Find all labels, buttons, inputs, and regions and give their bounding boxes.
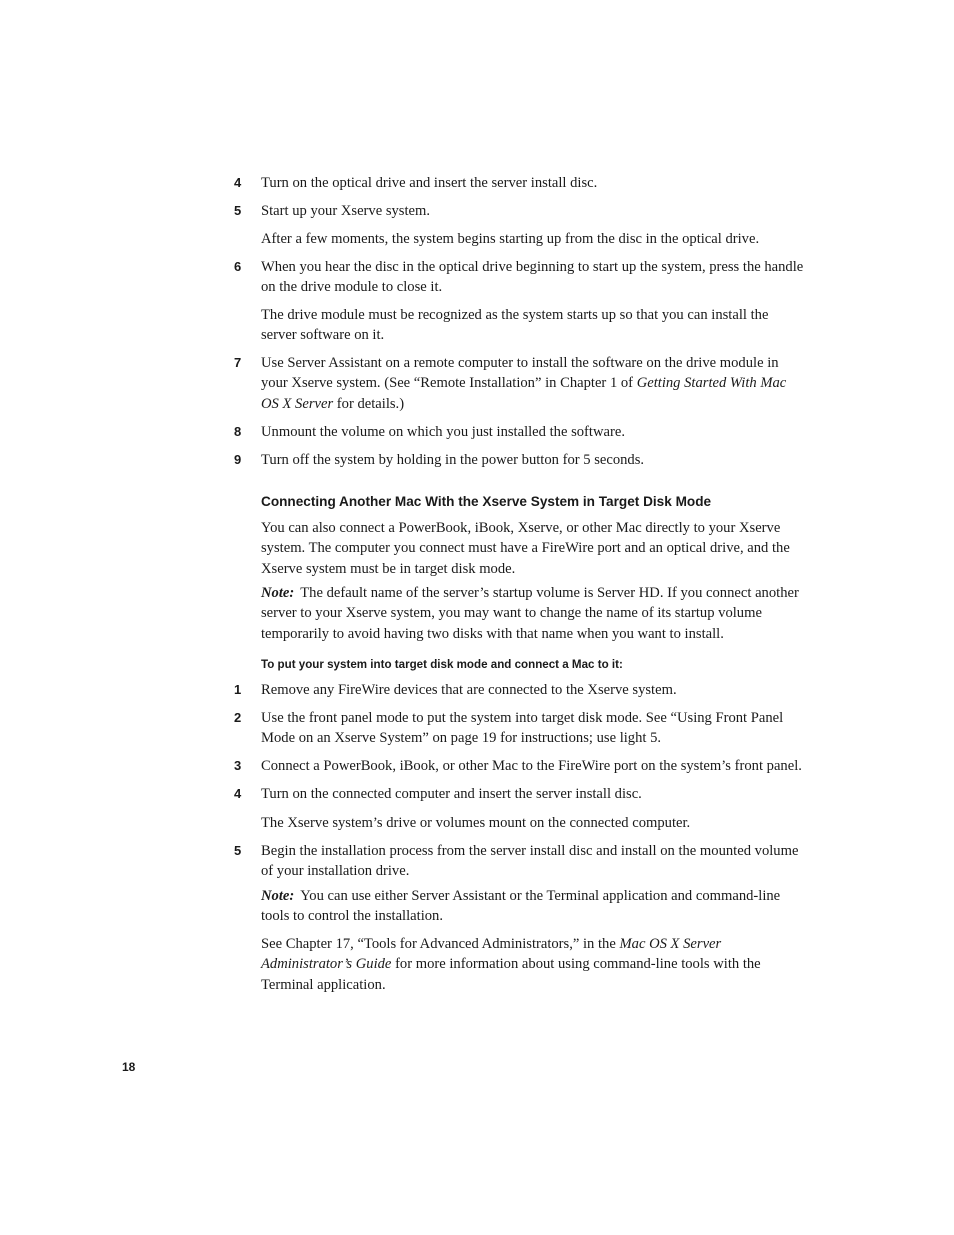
step-text: Use the front panel mode to put the system into target disk mode. See “Using Front Panel Mode on an Xserve System” on page 19 for instructions; use light 5. [261, 710, 784, 747]
paragraph-after-step-4b: The Xserve system’s drive or volumes mount on the connected computer. [261, 815, 691, 831]
note-paragraph-2 [261, 886, 806, 927]
step-number: 5 [234, 203, 242, 218]
step-text-end: for details.) [333, 395, 405, 412]
step-number: 2 [234, 710, 242, 725]
book-title: Getting Started With Mac OS X Server [261, 375, 787, 412]
page-number: 18 [122, 1060, 136, 1074]
see-also-paragraph [261, 934, 806, 995]
step-text: Connect a PowerBook, iBook, or other Mac to the FireWire port on the system’s front panel. [261, 758, 802, 774]
see-text-end: for more information about using command-line tools with the Terminal application. [261, 956, 761, 993]
note-text: The default name of the server’s startup volume is Server HD. If you connect another server to your Xserve system, you may want to change the name of its startup volume temporarily to avoid having two disks with that name when you want to install. [261, 585, 799, 642]
paragraph-after-step-6: The drive module must be recognized as the system starts up so that you can install the server software on it. [261, 307, 769, 344]
paragraph-after-step-5: After a few moments, the system begins starting up from the disc in the optical drive. [261, 231, 760, 247]
step-number: 9 [234, 452, 242, 467]
step-text: Turn on the optical drive and insert the server install disc. [261, 175, 598, 191]
step-text: Begin the installation process from the server install disc and install on the mounted volume of your installation drive. [261, 843, 799, 880]
section-intro: You can also connect a PowerBook, iBook, Xserve, or other Mac directly to your Xserve system. The computer you connect must have a FireWire port and an optical drive, and the Xserve system must be in target disk mode. [261, 520, 790, 577]
step-number: 1 [234, 682, 242, 697]
note-label: Note: [261, 888, 295, 904]
note-label: Note: [261, 585, 295, 601]
note-paragraph [261, 583, 806, 644]
step-text-start: Use Server Assistant on a remote computer to install the software on the drive module in your Xserve system. (See “Remote Installation” in Chapter 1 of [261, 355, 779, 392]
step-number: 4 [234, 175, 242, 190]
step-text: Remove any FireWire devices that are connected to the Xserve system. [261, 682, 677, 698]
step-text: When you hear the disc in the optical drive beginning to start up the system, press the handle on the drive module to close it. [261, 259, 804, 296]
see-text-start: See Chapter 17, “Tools for Advanced Administrators,” in the [261, 936, 620, 952]
step-number: 8 [234, 424, 242, 439]
guide-title: Mac OS X Server Administrator’s Guide [261, 936, 722, 973]
step-number: 6 [234, 259, 242, 274]
step-number: 5 [234, 843, 242, 858]
step-text: Turn on the connected computer and insert the server install disc. [261, 786, 642, 802]
section-heading: Connecting Another Mac With the Xserve System in Target Disk Mode [261, 494, 712, 509]
step-number: 4 [234, 786, 242, 801]
note-text: You can use either Server Assistant or the Terminal application and command-line tools to control the installation. [261, 888, 781, 925]
step-number: 3 [234, 758, 242, 773]
step-number: 7 [234, 355, 242, 370]
step-text: Start up your Xserve system. [261, 203, 431, 219]
procedure-heading: To put your system into target disk mode and connect a Mac to it: [261, 658, 623, 671]
step-text: Turn off the system by holding in the power button for 5 seconds. [261, 452, 645, 468]
step-text [261, 353, 804, 414]
step-text: Unmount the volume on which you just installed the software. [261, 424, 625, 440]
